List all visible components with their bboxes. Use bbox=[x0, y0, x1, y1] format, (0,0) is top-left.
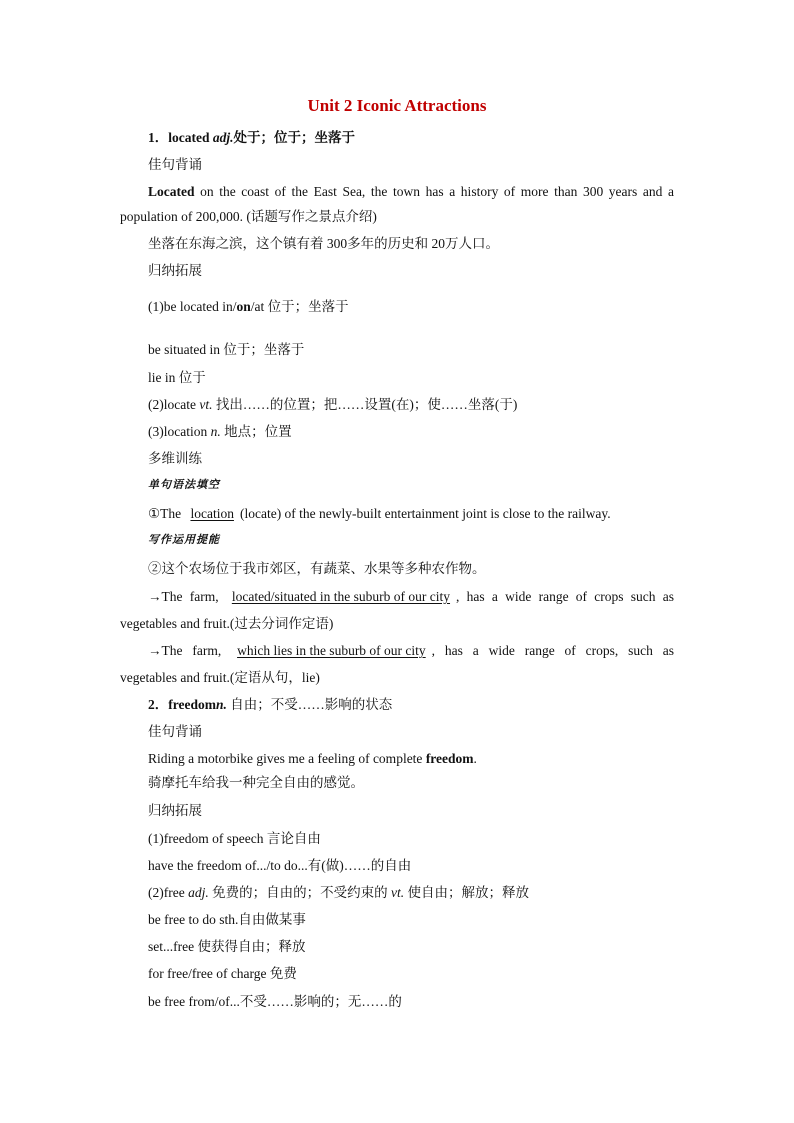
expansion-item: (1)freedom of speech 言论自由 bbox=[148, 831, 321, 846]
headword: located bbox=[168, 130, 210, 145]
expansion-item: (3)location n. 地点；位置 bbox=[148, 424, 292, 439]
example-translation: 骑摩托车给我一种完全自由的感觉。 bbox=[148, 775, 364, 790]
section-label: 归纳拓展 bbox=[148, 263, 202, 278]
expansion-item: be free from/of...不受……影响的；无……的 bbox=[148, 994, 402, 1009]
example-translation: 坐落在东海之滨，这个镇有着 300多年的历史和 20万人口。 bbox=[148, 236, 499, 251]
section-label: 多维训练 bbox=[148, 451, 202, 466]
exercise-item: ②这个农场位于我市郊区，有蔬菜、水果等多种农作物。 bbox=[148, 561, 486, 576]
part-of-speech: n. bbox=[215, 697, 227, 712]
meaning: 处于；位于；坐落于 bbox=[233, 130, 356, 145]
part-of-speech: adj. bbox=[212, 130, 234, 145]
answer-blank: which lies in the suburb of our city bbox=[237, 643, 426, 658]
expansion-item: (2)free adj. 免费的；自由的；不受约束的 vt. 使自由；解放；释放 bbox=[148, 885, 529, 900]
section-label: 归纳拓展 bbox=[148, 803, 202, 818]
headword: freedom bbox=[168, 697, 216, 712]
expansion-item: (2)locate vt. 找出……的位置；把……设置(在)；使……坐落(于) bbox=[148, 397, 518, 412]
example-sentence-cont: population of 200,000. (话题写作之景点介绍) bbox=[120, 209, 377, 224]
entry-heading-freedom: 2．freedomn. 自由；不受……影响的状态 bbox=[148, 697, 393, 712]
expansion-item: set...free 使获得自由；释放 bbox=[148, 939, 306, 954]
exercise-answer-cont: vegetables and fruit.(过去分词作定语) bbox=[120, 616, 334, 631]
exercise-answer: →The farm, which lies in the suburb of our city , has a wide range of crops, such as bbox=[148, 643, 674, 658]
answer-blank: located/situated in the suburb of our city bbox=[231, 589, 451, 604]
example-sentence: Located on the coast of the East Sea, the town has a history of more than 300 years and a bbox=[148, 184, 674, 199]
exercise-tag: 写作运用提能 bbox=[148, 534, 220, 546]
expansion-item: be situated in 位于；坐落于 bbox=[148, 342, 305, 357]
section-label: 佳句背诵 bbox=[148, 724, 202, 739]
answer-blank: location bbox=[190, 506, 234, 521]
exercise-tag: 单句语法填空 bbox=[148, 479, 220, 491]
expansion-item: be free to do sth.自由做某事 bbox=[148, 912, 306, 927]
example-sentence: Riding a motorbike gives me a feeling of complete freedom. bbox=[148, 751, 477, 766]
page-title: Unit 2 Iconic Attractions bbox=[307, 96, 487, 115]
section-label: 佳句背诵 bbox=[148, 157, 202, 172]
exercise-answer: →The farm, located/situated in the suburb of our city , has a wide range of crops such as bbox=[148, 589, 674, 604]
exercise-item: ①The location (locate) of the newly-built entertainment joint is close to the railway. bbox=[148, 506, 611, 521]
expansion-item: (1)be located in/on/at 位于；坐落于 bbox=[148, 299, 349, 314]
expansion-item: for free/free of charge 免费 bbox=[148, 966, 297, 981]
exercise-answer-cont: vegetables and fruit.(定语从句，lie) bbox=[120, 670, 320, 685]
meaning: 自由；不受……影响的状态 bbox=[230, 697, 393, 712]
expansion-item: lie in 位于 bbox=[148, 370, 206, 385]
expansion-item: have the freedom of.../to do...有(做)……的自由 bbox=[148, 858, 412, 873]
entry-heading-located: 1．located adj.处于；位于；坐落于 bbox=[148, 130, 356, 145]
